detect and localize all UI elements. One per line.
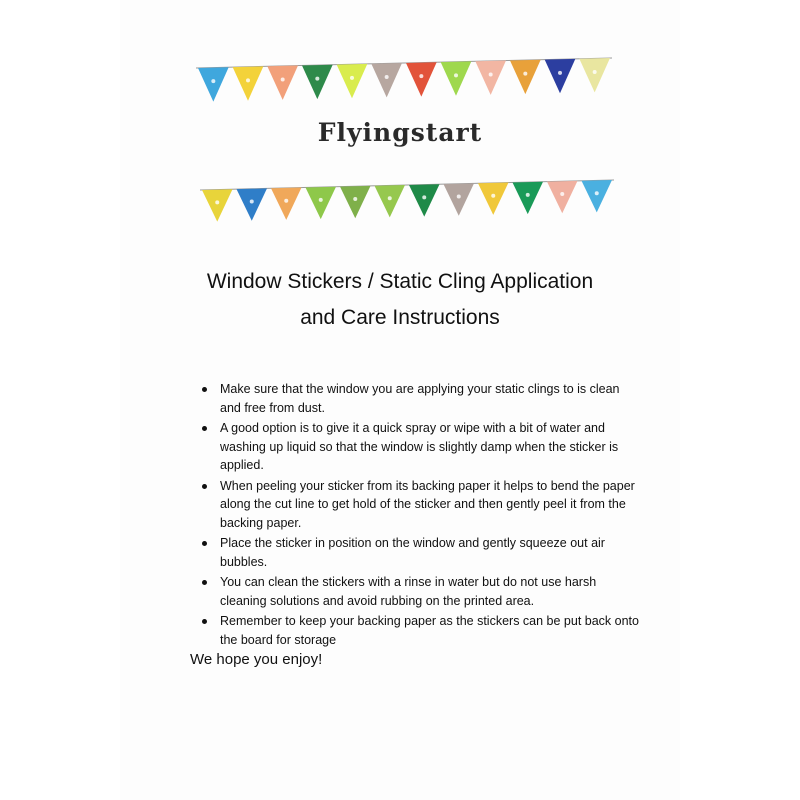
bullet-icon: [202, 541, 207, 546]
bunting-flag-heart: [560, 192, 564, 196]
bullet-icon: [202, 580, 207, 585]
bunting-flag-heart: [385, 75, 389, 79]
bunting-flag: [545, 59, 576, 93]
bunting-flag-heart: [457, 195, 461, 199]
bunting-flag: [582, 180, 613, 212]
bunting-flag: [409, 184, 440, 216]
bunting-flag: [198, 67, 229, 101]
bunting-flag: [237, 188, 268, 220]
bunting-flag-heart: [250, 200, 254, 204]
bunting-flag-heart: [388, 196, 392, 200]
bunting-flag: [267, 66, 298, 100]
bunting-flag: [513, 182, 544, 214]
bunting-flag: [340, 186, 371, 218]
list-item: [198, 419, 643, 475]
bunting-flag-heart: [593, 70, 597, 74]
list-item: [198, 534, 643, 571]
bunting-flag: [371, 63, 402, 97]
bunting-flag: [406, 62, 437, 96]
page-title-line-1: Window Stickers / Static Cling Application: [206, 270, 594, 293]
bunting-flag-heart: [419, 74, 423, 78]
bunting-flag-heart: [281, 78, 285, 82]
bullet-icon: [202, 387, 207, 392]
instruction-text: A good option is to give it a quick spray or wipe with a bit of water and washing up liquid so that the window is slightly damp when the sticker is applied.: [220, 421, 619, 472]
bunting-flag-heart: [246, 78, 250, 82]
bunting-flag: [337, 64, 368, 98]
brand-logo: Flyingstart: [317, 118, 483, 147]
bunting-flag-heart: [454, 73, 458, 77]
list-item: [198, 477, 643, 533]
bunting-flag-heart: [353, 197, 357, 201]
bunting-flag: [547, 181, 578, 213]
bunting-flag: [306, 187, 337, 219]
instruction-text: Place the sticker in position on the window and gently squeeze out air bubbles.: [220, 536, 605, 569]
bunting-flag-heart: [319, 198, 323, 202]
bunting-flag-heart: [215, 200, 219, 204]
bunting-bottom-decoration: [0, 168, 800, 228]
list-item: [198, 380, 643, 417]
bunting-flag: [510, 60, 541, 94]
bunting-flag: [202, 189, 233, 221]
bunting-flag: [579, 58, 610, 92]
bunting-flag: [444, 183, 475, 215]
bullet-icon: [202, 484, 207, 489]
bunting-flag: [302, 65, 333, 99]
bunting-flag-heart: [489, 73, 493, 77]
instructions-list: [198, 380, 643, 651]
bunting-flag-heart: [491, 194, 495, 198]
bunting-flag-heart: [526, 193, 530, 197]
bunting-flag-heart: [558, 71, 562, 75]
bullet-icon: [202, 426, 207, 431]
instruction-text: Make sure that the window you are applying your static clings to is clean and free from dust.: [220, 382, 620, 415]
bunting-top-decoration: [0, 52, 800, 112]
bunting-flag: [271, 188, 302, 220]
page-title: [150, 264, 650, 336]
bunting-flag-heart: [315, 77, 319, 81]
bunting-flag: [375, 185, 406, 217]
page-title-line-2: and Care Instructions: [300, 306, 500, 329]
bunting-flag: [441, 61, 472, 95]
bunting-flag: [233, 66, 264, 100]
list-item: [198, 612, 643, 649]
instruction-text: You can clean the stickers with a rinse in water but do not use harsh cleaning solutions and avoid rubbing on the printed area.: [220, 575, 597, 608]
closing-message: We hope you enjoy!: [190, 651, 323, 668]
bunting-flag-heart: [284, 199, 288, 203]
bunting-flag-heart: [523, 72, 527, 76]
instruction-text: Remember to keep your backing paper as the stickers can be put back onto the board for storage: [220, 614, 639, 647]
instruction-text: When peeling your sticker from its backing paper it helps to bend the paper along the cut line to get hold of the sticker and then gently peel it from the backing paper.: [220, 478, 635, 530]
bunting-flag-heart: [595, 191, 599, 195]
bunting-flag-heart: [350, 76, 354, 80]
bunting-flag: [478, 183, 509, 215]
list-item: [198, 573, 643, 610]
bullet-icon: [202, 619, 207, 624]
bunting-flag-heart: [422, 195, 426, 199]
bunting-flag: [475, 61, 506, 95]
bunting-flag-heart: [211, 79, 215, 83]
